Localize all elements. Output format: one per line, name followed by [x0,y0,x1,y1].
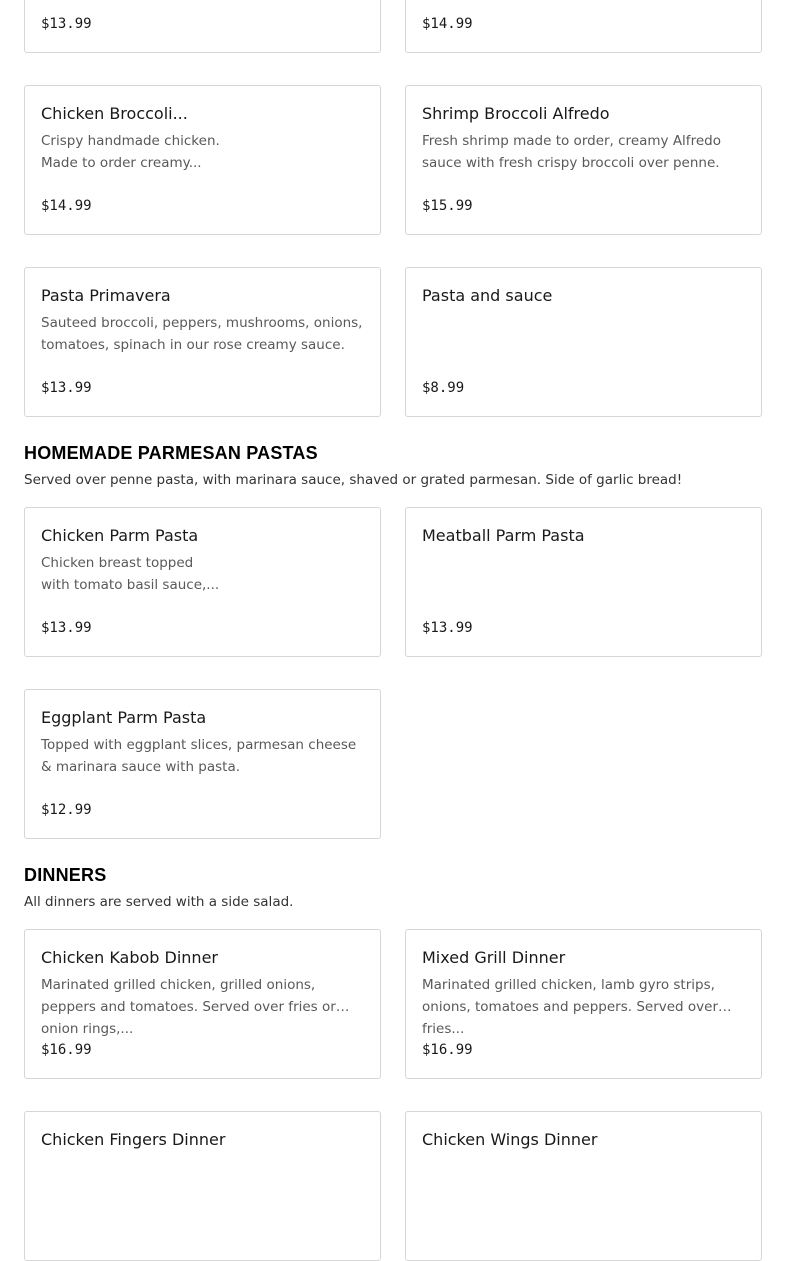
menu-item-card-meatball-parm-pasta[interactable] [405,507,762,657]
menu-item-card[interactable] [405,0,762,53]
menu-item-card-mixed-grill-dinner[interactable] [405,929,762,1079]
section-description: All dinners are served with a side salad. [24,894,294,910]
menu-item-name: Chicken Parm Pasta [41,526,199,545]
section-title: HOMEMADE PARMESAN PASTAS [24,443,318,463]
menu-item-description: Chicken breast topped with tomato basil sauce,... [41,555,220,593]
menu-item-price: $13.99 [41,16,92,32]
menu-item-price: $13.99 [422,620,473,636]
menu-item-name: Chicken Kabob Dinner [41,948,218,967]
menu-item-price: $13.99 [41,620,92,636]
menu-item-description [422,552,745,596]
menu-item-price: $14.99 [41,198,92,214]
menu-item-description: Sauteed broccoli, peppers, mushrooms, onions, tomatoes, spinach in our rose creamy sauce. [41,315,363,353]
menu-item-card[interactable] [24,0,381,53]
menu-item-card-chicken-broccoli[interactable] [24,85,381,235]
menu-item-price: $8.99 [422,380,465,396]
menu-item-price: $14.99 [422,16,473,32]
menu-item-card-pasta-primavera[interactable] [24,267,381,417]
menu-item-card-chicken-fingers-dinner[interactable] [24,1111,381,1261]
menu-item-card-chicken-wings-dinner[interactable] [405,1111,762,1261]
menu-item-name: Chicken Wings Dinner [422,1130,598,1149]
menu-item-name: Pasta and sauce [422,286,553,305]
section-description: Served over penne pasta, with marinara sauce, shaved or grated parmesan. Side of garlic bread! [24,472,683,488]
menu-item-price: $13.99 [41,380,92,396]
menu-item-description: Marinated grilled chicken, lamb gyro strips, onions, tomatoes and peppers. Served over fries... [422,977,719,1037]
menu-item-card-shrimp-broccoli-alfredo[interactable] [405,85,762,235]
menu-item-name: Eggplant Parm Pasta [41,708,207,727]
menu-item-name: Chicken Broccoli... [41,104,188,123]
menu-item-description: Marinated grilled chicken, grilled onions, peppers and tomatoes. Served over fries or onion rings,... [41,977,336,1037]
menu-item-card-chicken-parm-pasta[interactable] [24,507,381,657]
menu-item-description: Crispy handmade chicken. Made to order creamy... [41,133,220,171]
menu-item-price: $15.99 [422,198,473,214]
menu-item-name: Mixed Grill Dinner [422,948,566,967]
menu-item-card-eggplant-parm-pasta[interactable] [24,689,381,839]
menu-item-card-pasta-and-sauce[interactable] [405,267,762,417]
menu-item-description: Fresh shrimp made to order, creamy Alfredo sauce with fresh crispy broccoli over penne. [422,133,721,171]
menu-item-card-chicken-kabob-dinner[interactable] [24,929,381,1079]
menu-item-name: Shrimp Broccoli Alfredo [422,104,610,123]
menu-item-price: $16.99 [41,1042,92,1058]
menu-item-price: $16.99 [422,1042,473,1058]
menu-item-price: $12.99 [41,802,92,818]
menu-item-name: Pasta Primavera [41,286,171,305]
menu-item-description: Topped with eggplant slices, parmesan cheese & marinara sauce with pasta. [41,737,357,775]
menu-item-name: Chicken Fingers Dinner [41,1130,226,1149]
menu-item-description [422,312,745,356]
menu-item-name: Meatball Parm Pasta [422,526,585,545]
section-title: DINNERS [24,865,107,885]
